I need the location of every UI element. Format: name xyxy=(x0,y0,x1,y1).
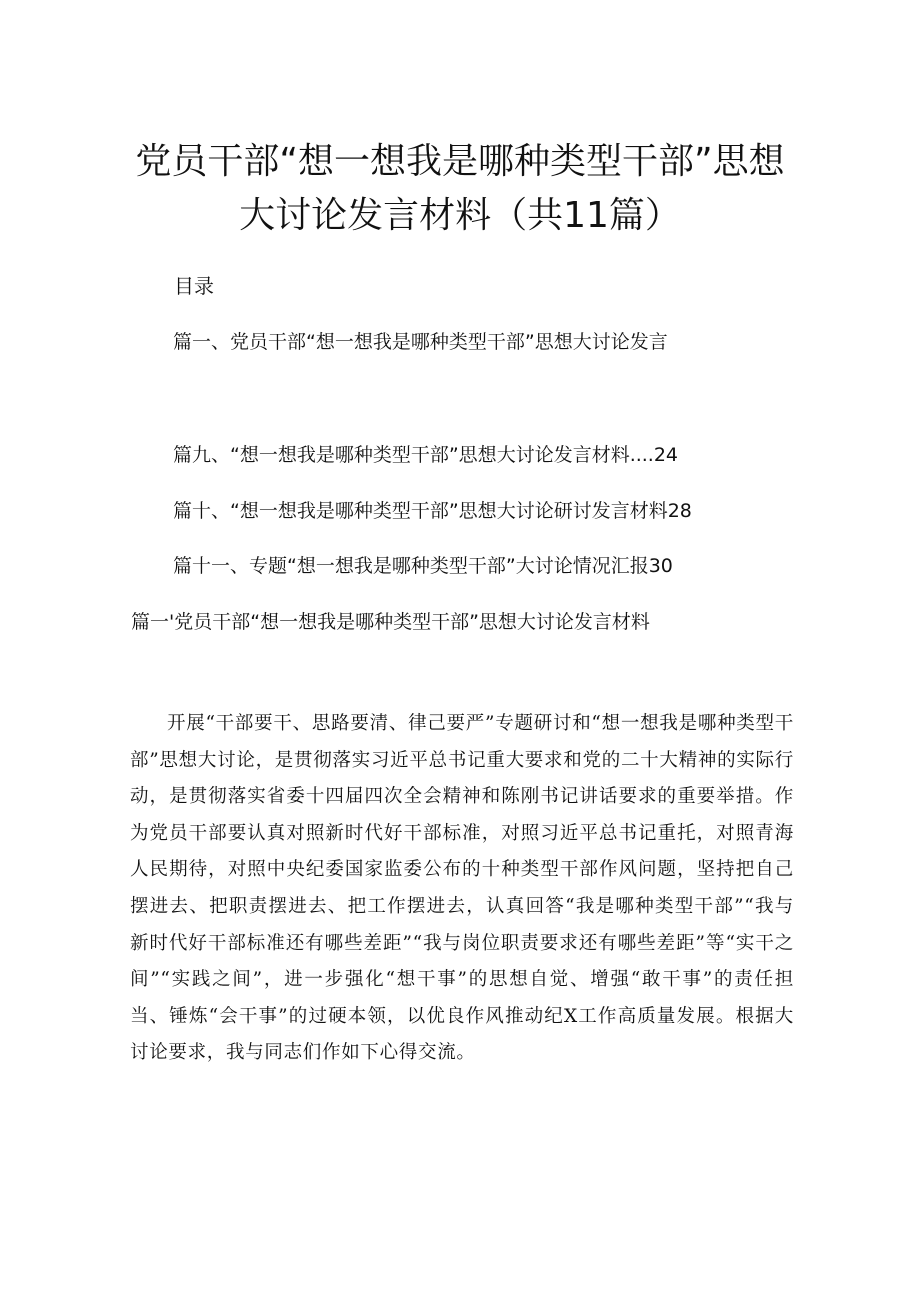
toc-item-9[interactable]: 篇九、“想一想我是哪种类型干部”思想大讨论发言材料....24 xyxy=(173,444,679,466)
toc-item-11[interactable]: 篇十一、专题“想一想我是哪种类型干部”大讨论情况汇报30 xyxy=(173,555,673,577)
body-paragraph: 开展“干部要干、思路要清、律己要严”专题研讨和“想一想我是哪种类型干部”思想大讨论，是贯彻落实习近平总书记重大要求和党的二十大精神的实际行动，是贯彻落实省委十四届四次全会精神和陈刚书记讲话要求的重要举措。作为党员干部要认真对照新时代好干部标准，对照习近平总书记重托，对照青海人民期待，对照中央纪委国家监委公布的十种类型干部作风问题，坚持把自己摆进去、把职责摆进去、把工作摆进去，认真回答“我是哪种类型干部”“我与新时代好干部标准还有哪些差距”“我与岗位职责要求还有哪些差距”等“实干之间”“实践之间”，进一步强化“想干事”的思想自觉、增强“敢干事”的责任担当、锤炼“会干事”的过硬本领，以优良作风推动纪X工作高质量发展。根据大讨论要求，我与同志们作如下心得交流。 xyxy=(130,713,794,1064)
toc-item-1[interactable]: 篇一、党员干部“想一想我是哪种类型干部”思想大讨论发言 xyxy=(173,331,668,353)
toc-heading: 目录 xyxy=(174,274,214,298)
document-title-line-2: 大讨论发言材料（共11篇） xyxy=(239,195,681,236)
section-title: 篇一'党员干部“想一想我是哪种类型干部”思想大讨论发言材料 xyxy=(131,611,650,633)
toc-item-10[interactable]: 篇十、“想一想我是哪种类型干部”思想大讨论研讨发言材料28 xyxy=(173,500,692,522)
document-title-line-1: 党员干部“想一想我是哪种类型干部”思想 xyxy=(135,141,785,182)
